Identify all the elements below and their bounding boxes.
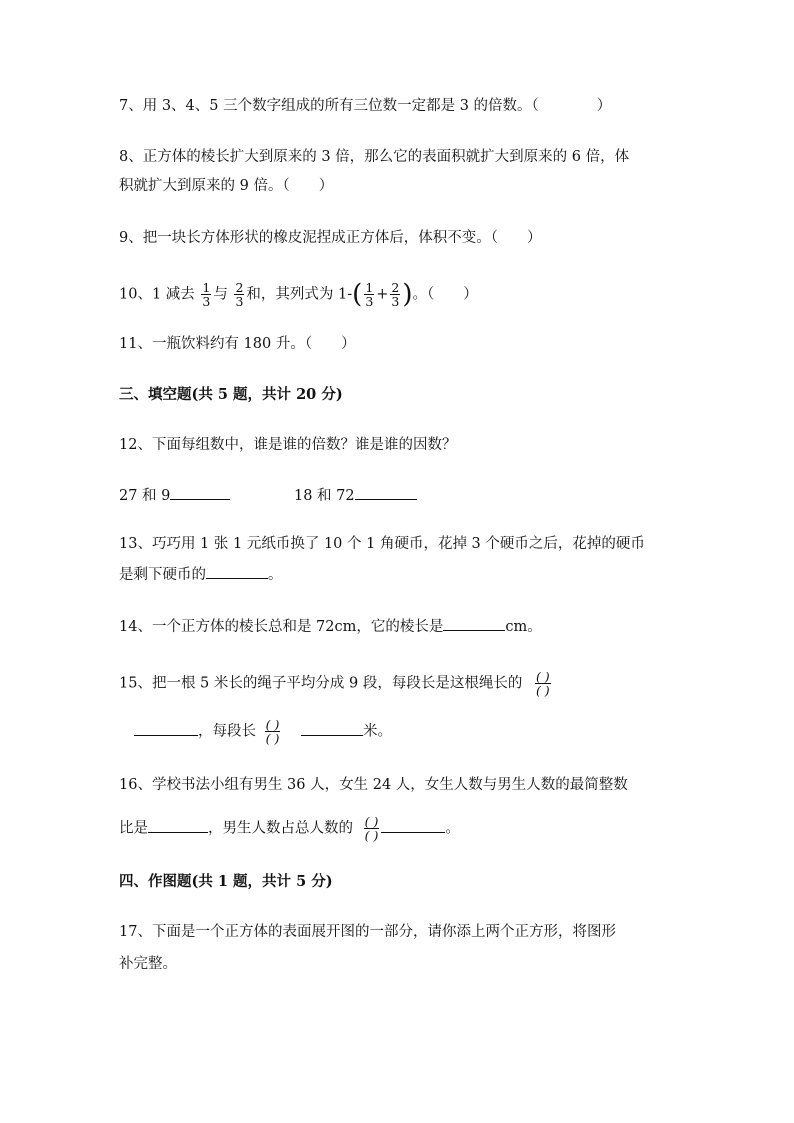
- question-7: [119, 96, 611, 116]
- question-11: [119, 334, 356, 354]
- question-17-line2: 补完整。: [119, 956, 177, 972]
- fraction-two-thirds-b: $\frac{2}{3}$: [391, 280, 400, 309]
- question-15-mid: ，每段长: [198, 723, 256, 740]
- fraction-one-third-b: $\frac{1}{3}$: [365, 280, 374, 309]
- question-16-line2a: 比是: [119, 820, 148, 837]
- question-12-part-b: [294, 485, 417, 506]
- question-13-end: 。: [268, 567, 283, 583]
- section-3-heading: [119, 385, 343, 405]
- question-17-line1: 17、下面是一个正方体的表面展开图的一部分，请你添上两个正方形，将图形: [119, 924, 616, 940]
- left-paren: (: [352, 279, 363, 310]
- question-8-line1: 8、正方体的棱长扩大到原来的 3 倍，那么它的表面积就扩大到原来的 6 倍，体: [119, 149, 630, 165]
- question-13-line1: 13、巧巧用 1 张 1 元纸币换了 10 个 1 角硬币，花掉 3 个硬币之后，花掉的硬币: [119, 536, 645, 552]
- question-8-line2: 积就扩大到原来的 9 倍。（ ）: [119, 178, 334, 194]
- question-7-text: 7、用 3、4、5 三个数字组成的所有三位数一定都是 3 的倍数。（ ）: [119, 98, 612, 114]
- question-14: [119, 616, 542, 637]
- answer-blank[interactable]: [206, 564, 268, 579]
- question-13-line2-text: 是剩下硬币的: [119, 567, 206, 583]
- fraction-two-thirds: $\frac{2}{3}$: [235, 280, 244, 309]
- answer-blank[interactable]: [443, 616, 505, 631]
- answer-blank[interactable]: [381, 818, 445, 833]
- question-15-line2: [134, 718, 392, 745]
- fraction-one-third: $\frac{1}{3}$: [202, 280, 211, 309]
- fraction-blank[interactable]: $\frac{( )}{( )}$: [535, 669, 550, 698]
- right-paren: ): [402, 279, 413, 310]
- question-16-line2b: ，男生人数占总人数的: [208, 820, 353, 837]
- question-10-middle: 和，其列式为 1-: [246, 286, 353, 303]
- question-15-unit: 米。: [362, 723, 392, 740]
- question-9-text: 9、把一块长方体形状的橡皮泥捏成正方体后，体积不变。（ ）: [119, 230, 542, 246]
- question-14-text: 14、一个正方体的棱长总和是 72cm，它的棱长是: [119, 619, 444, 635]
- question-10-suffix: 。（ ）: [412, 286, 478, 303]
- question-14-unit: cm。: [505, 619, 542, 635]
- question-16-line1: 16、学校书法小组有男生 36 人，女生 24 人，女生人数与男生人数的最简整数: [119, 777, 628, 793]
- question-16-end: 。: [445, 820, 460, 837]
- fraction-blank[interactable]: $\frac{( )}{( )}$: [364, 814, 379, 843]
- answer-blank[interactable]: [355, 485, 417, 500]
- question-9: [119, 228, 541, 248]
- question-15-line1: [119, 670, 553, 697]
- section-3-title: 三、填空题(共 5 题，共计 20 分): [119, 386, 343, 403]
- fraction-blank[interactable]: $\frac{( )}{( )}$: [265, 717, 280, 746]
- answer-blank[interactable]: [170, 485, 230, 500]
- section-4-heading: [119, 872, 333, 892]
- question-12-text: 12、下面每组数中，谁是谁的倍数？谁是谁的因数？: [119, 437, 457, 453]
- question-10-prefix: 10、1 减去: [119, 286, 195, 303]
- question-11-text: 11、一瓶饮料约有 180 升。（ ）: [119, 336, 356, 352]
- question-12-a-label: 27 和 9: [119, 488, 171, 504]
- question-13-line2: [119, 564, 283, 585]
- question-10: [119, 281, 478, 308]
- section-4-title: 四、作图题(共 1 题，共计 5 分): [119, 873, 333, 890]
- question-10-and: 与: [213, 286, 228, 303]
- question-15-line1-text: 15、把一根 5 米长的绳子平均分成 9 段，每段长是这根绳长的: [119, 675, 523, 692]
- question-16-line2: [119, 815, 460, 842]
- question-12-b-label: 18 和 72: [294, 488, 355, 504]
- answer-blank[interactable]: [134, 721, 198, 736]
- answer-blank[interactable]: [301, 721, 363, 736]
- plus-sign: +: [376, 286, 389, 303]
- answer-blank[interactable]: [148, 818, 208, 833]
- question-12-part-a: [119, 485, 230, 506]
